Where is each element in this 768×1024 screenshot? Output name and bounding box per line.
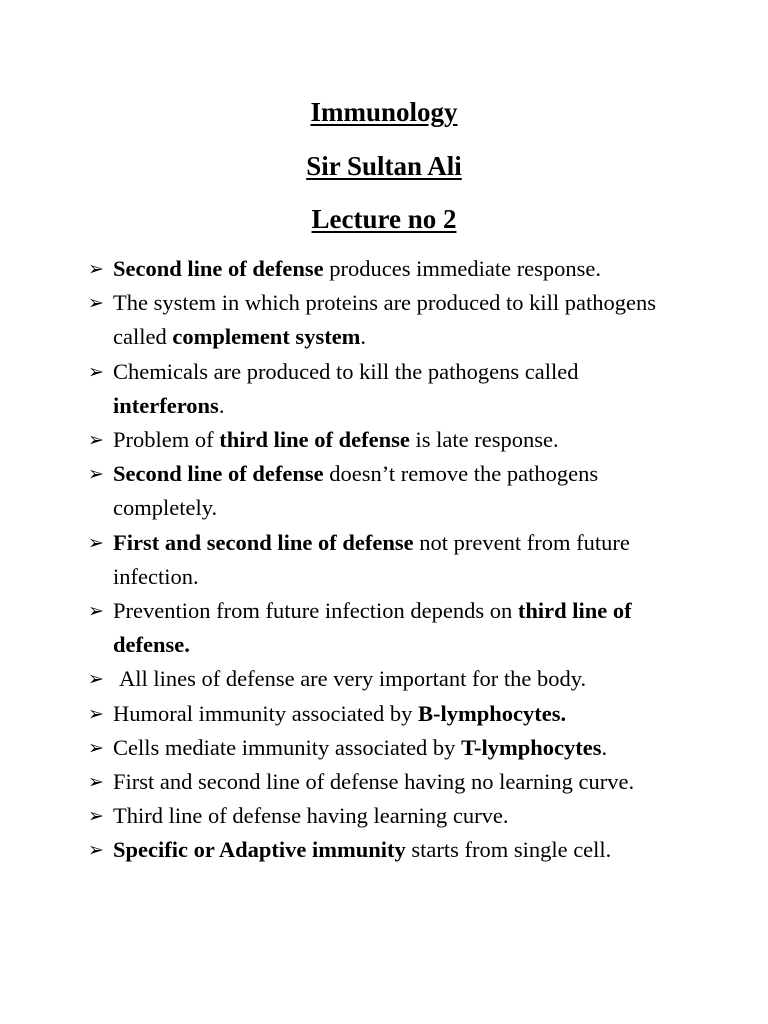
item-text: .: [601, 734, 608, 760]
document-title: Immunology: [310, 97, 458, 127]
list-item: [88, 252, 688, 286]
item-text: .: [360, 324, 367, 350]
list-item: [88, 594, 688, 662]
list-item: [88, 799, 688, 833]
item-bold-text: B-lymphocytes.: [417, 700, 567, 726]
item-text: All lines of defense are very important for the body.: [119, 666, 587, 692]
arrowhead-bullet-icon: ➢: [88, 531, 104, 554]
list-item: [88, 697, 688, 731]
arrowhead-bullet-icon: ➢: [88, 463, 104, 486]
list-item: [88, 765, 688, 799]
list-item: [88, 731, 688, 765]
list-item: [88, 457, 688, 525]
item-bold-text: Specific or Adaptive immunity: [113, 837, 406, 863]
item-text: The system in which proteins are produced to kill pathogens called: [113, 290, 656, 350]
item-bold-text: complement system: [172, 324, 361, 350]
list-item: [88, 286, 688, 354]
item-bold-text: third line of defense: [219, 427, 410, 453]
arrowhead-bullet-icon: ➢: [88, 805, 104, 828]
arrowhead-bullet-icon: ➢: [88, 429, 104, 452]
arrowhead-bullet-icon: ➢: [88, 360, 104, 383]
item-bold-text: third line of defense.: [113, 598, 632, 658]
list-item: [88, 526, 688, 594]
item-text: .: [218, 392, 225, 418]
arrowhead-bullet-icon: ➢: [88, 736, 104, 759]
item-bold-text: T-lymphocytes: [461, 734, 602, 760]
arrowhead-bullet-icon: ➢: [88, 258, 104, 280]
lecture-number: Lecture no 2: [311, 204, 457, 234]
item-text: doesn’t remove the pathogens completely.: [113, 461, 599, 521]
arrowhead-bullet-icon: ➢: [88, 668, 104, 691]
item-text: starts from single cell.: [405, 837, 612, 863]
item-text: Chemicals are produced to kill the pathogens called: [113, 358, 579, 384]
item-text: not prevent from future infection.: [113, 529, 630, 589]
item-bold-text: Second line of defense: [113, 461, 324, 487]
item-text: First and second line of defense having no learning curve.: [113, 769, 635, 795]
item-text: Prevention from future infection depends on: [113, 598, 518, 624]
list-item: [88, 355, 688, 423]
item-bold-text: interferons: [113, 392, 219, 418]
arrowhead-bullet-icon: ➢: [88, 771, 104, 794]
author-name: Sir Sultan Ali: [306, 151, 462, 181]
item-text: produces immediate response.: [323, 256, 602, 281]
item-text: is late response.: [409, 427, 559, 453]
arrowhead-bullet-icon: ➢: [88, 839, 104, 862]
item-text: Humoral immunity associated by: [113, 700, 418, 726]
item-bold-text: Second line of defense: [113, 256, 324, 281]
item-text: Problem of: [113, 427, 220, 453]
list-item: [88, 833, 688, 867]
list-item: [88, 662, 688, 696]
item-bold-text: First and second line of defense: [113, 529, 414, 555]
item-text: Cells mediate immunity associated by: [113, 734, 462, 760]
arrowhead-bullet-icon: ➢: [88, 600, 104, 623]
bullet-list: [88, 252, 688, 868]
list-item: [88, 423, 688, 457]
arrowhead-bullet-icon: ➢: [88, 292, 104, 315]
arrowhead-bullet-icon: ➢: [88, 702, 104, 725]
item-text: Third line of defense having learning curve.: [113, 803, 509, 829]
